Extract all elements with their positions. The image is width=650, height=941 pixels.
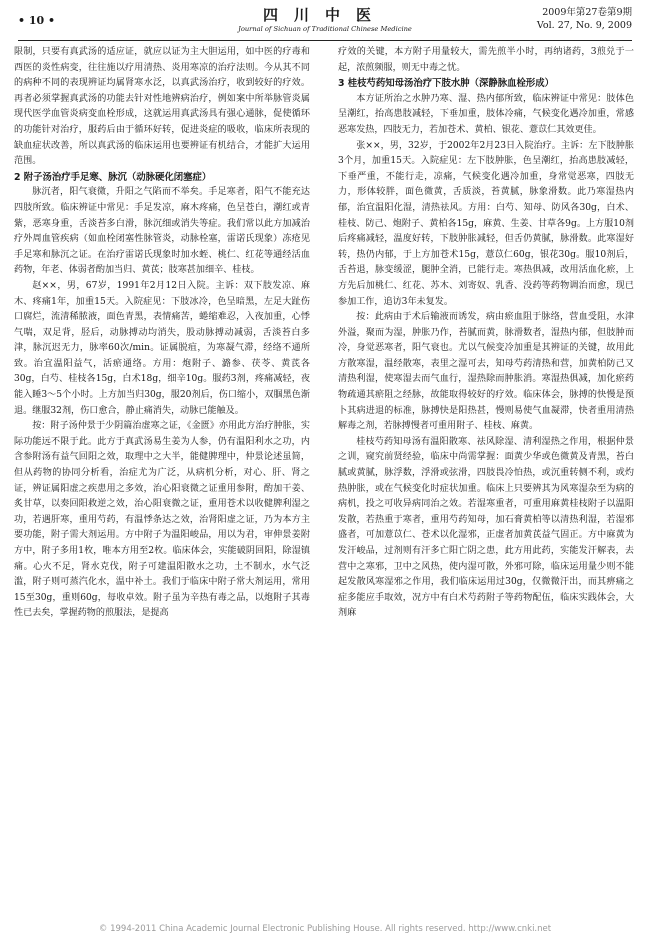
- issue-cn: 2009年第27卷第9期: [542, 7, 632, 18]
- journal-title-en: Journal of Sichuan of Traditional Chinese Medicine: [238, 25, 412, 33]
- journal-title: [168, 6, 482, 34]
- section-2-heading: 2 附子汤治疗手足寒、脉沉（动脉硬化闭塞症）: [14, 171, 212, 183]
- section-2-paragraph: 脉沉者，阳气衰微，升阳之气陷而不举矣。手足寒者，阳气不能充达四肢所致。临床辨证中常见：手足发凉，麻木疼痛，色呈苍白，潮红或青紫，恶寒身重，舌淡苔多白滑，脉沉细或消失等症。我们常以此方加减治疗外周血管疾病（如血栓闭塞性脉管炎，动脉栓塞，雷诺氏现象）冻疮见手足寒和脉沉之证。在治疗雷诺氏现象时加水蛭、桃仁、红花等通经活血药物，年老、体弱者酌加当归、黄芪；肢寒甚加细辛、桂枝。: [14, 187, 310, 276]
- section-3-commentary: 按：此病由于术后输液而诱发，病由瘀血阻于脉络，营血受阻，水津外溢，聚而为湿，肿胀乃作，苔腻而黄，脉滑数者，湿热内郁，但肢肿而冷，身觉恶寒者，阳气衰也。尤以气候变冷加重是其辨证的关键，故用此方散寒湿，温经散寒，表里之湿可去，知母芍药清热和营，加黄柏防己又清热利湿，使寒湿去而气血行，湿热除而肿胀消。寒湿热俱减，加化瘀药物疏通其瘀阻之经脉，故能取得较好的疗效。临床体会，脉搏的快慢是预卜其病进退的标准，脉搏快是阳热甚，慢则易使气血凝滞，快者重用清热解毒之剂，若脉搏慢者可重用附子、桂枝、麻黄。: [338, 312, 634, 432]
- journal-title-cn: 四川中医: [262, 6, 387, 24]
- page-number: • 10 •: [18, 14, 56, 27]
- copyright-footer: © 1994-2011 China Academic Journal Electronic Publishing House. All rights reserved. http://www.cnki.net: [98, 924, 552, 934]
- section-3-paragraph: 本方证所治之水肿乃寒、湿、热内郁所致，临床辨证中常见：肢体色呈潮红，抬高患肢减轻，下垂加重，肢体冷痛，气候变化遇冷加重，常感恶寒发热，四肢无力，若加苍术、黄柏、银花、薏苡仁其效更佳。: [338, 93, 634, 135]
- continuation-paragraph: 疗效的关键，本方附子用量较大，需先煎半小时，再纳诸药，3煎兑于一起，浓煎频服，则无中毒之忧。: [338, 47, 634, 73]
- section-3-heading: 3 桂枝芍药知母汤治疗下肢水肿（深静脉血栓形成）: [338, 78, 555, 90]
- intro-paragraph: 限制，只要有真武汤的适应证，就应以证为主大胆运用，如中医的疗毒和西医的炎性病变，往往施以疗用清热、炎用寒凉的治疗法则。今从其不同的病种不同的表现辨证均属肾寒水泛，以真武汤治疗，收到较好的疗效。再者必须掌握真武汤的功能去针对性地辨病治疗，例如案中所举脉管炎属现代医学血管炎病变血栓形成，这就运用真武汤具有强心通脉，促使循环的功能针对治疗，服药后由于循环好转，促进炎症的吸收，临床所表现的缺血症状改善，所以真武汤的临床运用也要辨证有机结合，才能扩大运用范围。: [14, 47, 310, 167]
- section-3-case-report: 张××，男，32岁，于2002年2月23日入院治疗。主诉：左下肢肿胀3个月，加重15天。入院症见：左下肢肿胀，色呈潮红，抬高患肢减轻，下垂严重，不能行走，凉痛，气候变化遇冷加重，身常觉恶寒，四肢无力，形体较胖，面色微黄，舌质淡，苔黄腻，脉象滑数。此乃寒湿热内郁，治宜温阳化湿，清热祛风。方用：白芍、知母、防风各30g，白术、桂枝、防己、炮附子、黄柏各15g，麻黄、生姜、甘草各9g。上方服10剂后疼痛减轻，温度好转，下肢肿胀减轻，但舌仍黄腻，脉滑数。此寒湿好转，热仍内郁，于上方加苍术15g，薏苡仁60g，银花30g。服10剂后，舌苔退，脉变缓涩，腿肿全消，已能行走。寒热俱减，改用活血化瘀，上方先后加桃仁、红花、苏木、刘寄奴、乳香、没药等药物调治而愈，现已参加工作，追访3年未复发。: [338, 140, 634, 307]
- left-column: [14, 45, 310, 622]
- page-header: [18, 6, 632, 41]
- issue-en: Vol. 27, No. 9, 2009: [536, 20, 632, 31]
- issue-info: [537, 6, 632, 32]
- right-column: [338, 45, 634, 622]
- section-3-discussion: 桂枝芍药知母汤有温阳散寒、祛风除湿、清利湿热之作用，根据仲景之训，窥究前贤经验，临床中尚需掌握：面黄少华或色微黄及青黑，苔白腻或黄腻，脉浮数，浮滑或弦滑，四肢畏冷怕热，或沉重转侧不利，或灼热肿胀，或在气候变化时症状加重。临床上只要辨其为风寒湿杂至为病的病机，投之可收异病同治之效。若湿寒重者，可重用麻黄桂枝附子以温阳发散，若热重于寒者，重用芍药知母，加石膏黄柏等以清热利湿，若湿邪盛者，可加薏苡仁、苍术以化湿邪，正虚者加黄芪益气固正。方中麻黄为发汗峻品，过剂则有汗多亡阳亡阴之患，此方用此药，实能发汗解表，去营中之寒邪，卫中之风热，使内湿可散，外邪可除，临床运用量少则不能起发散风寒湿邪之作用，我们临床运用过30g，仅微微汗出，而其痹痛之症多能应手取效，况方中有白术芍药附子等药物配伍，临床实践体会，大剂麻: [338, 436, 634, 619]
- section-2-commentary: 按：附子汤仲景于少阴篇治虚寒之证，《金匮》亦用此方治疗肿胀，实际功能远不限于此。此方于真武汤易生姜为人参，仍有温阳利水之功，内含参附汤有益气回阳之效，取理中之大半，能健脾理中，仲景论述虽简，但从药物的协同分析看，治症尤为广泛，从病机分析，对心、肝、肾之证，辨证属阳虚之疾患用之多效，治心阳衰微之证重用参附，酌加干姜、炙甘草，以奏回阳救逆之效，治心阳衰微之证，重用苍术以收健脾利湿之功，若遇肝寒，重用芍药，有温悸条达之效，治肾阳虚之证，乃为本方主要功能，附子需大剂运用。方中附子为温阳峻品，用以为君，审伸景姜附方中，附子多用1枚，唯本方用至2枚。临床体会，实能破阴回阳，除湿镇痛。心火不足，肾水克伐，附子可建温阳散水之功，土不制水，水气泛滥，附子则可蒸汽化水，温中补土。我们于临床中附子常大剂运用，常用15至30g，重则60g，每收卓效。附子虽为辛热有毒之品，以炮附子其毒性已去矣，掌握药物的煎服法，是提高: [14, 421, 310, 619]
- section-2-case-report: 赵××，男，67岁，1991年2月12日入院。主诉：双下肢发凉、麻木、疼痛1年，加重15天。入院症见：下肢冰冷，色呈暗黑，左足大趾伤口腐烂，流清稀脓液，面色青黑，表情痛苦，蜷缩难忍，入夜加重，心悸气喘，双足背，胫后，动脉搏动均消失，股动脉搏动减弱，舌淡苔白多津，脉沉迟无力，脉率60次/min。证属脱疽，为寒凝气滞，经络不通所致。治宜温阳益气，活瘀通络。方用：炮附子、潞参、茯苓、黄芪各30g，白芍、桂枝各15g，白术18g，细辛10g。服药3剂，疼痛减轻，夜能入睡3～5个小时。上方加当归30g，服20剂后，伤口缩小，双腘黑色渐退。继服32剂，伤口愈合，静止痛消失，动脉已能触及。: [14, 280, 310, 416]
